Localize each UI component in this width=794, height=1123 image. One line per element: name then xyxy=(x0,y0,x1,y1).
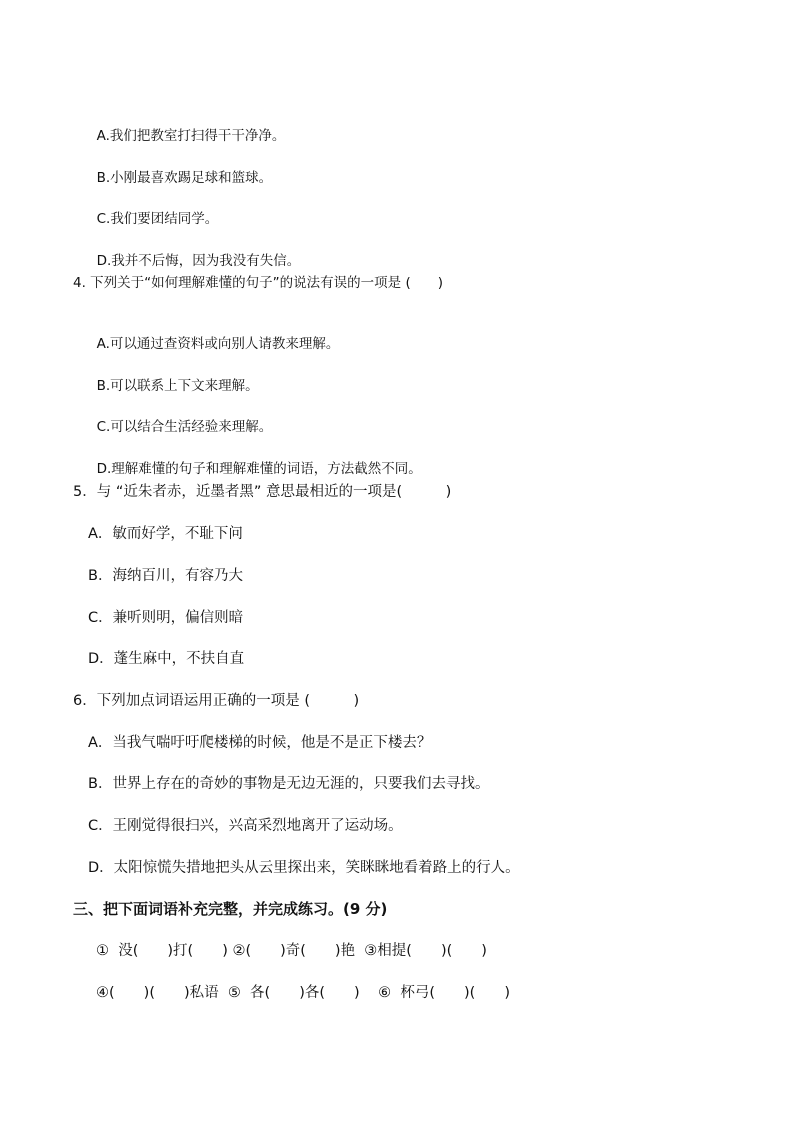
q4-stem: 4. 下列关于“如何理解难懂的句子”的说法有误的一项是 ( ) xyxy=(73,275,443,291)
q3-option-b xyxy=(88,148,272,188)
q4-option-d xyxy=(88,439,422,479)
option-text: 我并不后悔，因为我没有失信。 xyxy=(111,253,301,269)
option-text: 可以通过查资料或向别人请教来理解。 xyxy=(109,336,340,352)
option-text: 可以联系上下文来理解。 xyxy=(110,378,259,394)
q3-option-d xyxy=(88,231,300,271)
option-text: 小刚最喜欢踢足球和篮球。 xyxy=(110,170,273,186)
q5-stem: 5．与 “近朱者赤，近墨者黑” 意思最相近的一项是( ) xyxy=(73,484,452,500)
q6-stem: 6．下列加点词语运用正确的一项是 ( ) xyxy=(73,693,360,709)
option-letter: C. xyxy=(96,419,111,435)
section-3-row-1: ① 没( )打( ) ②( )奇( )艳 ③相提( )( ) xyxy=(96,943,487,959)
option-text: 我们要团结同学。 xyxy=(110,211,219,227)
q5-option-b: B．海纳百川，有容乃大 xyxy=(88,568,243,584)
q5-option-d: D．蓬生麻中，不扶自直 xyxy=(88,651,245,667)
q6-option-b: B．世界上存在的奇妙的事物是无边无涯的，只要我们去寻找。 xyxy=(88,776,490,792)
q4-option-b xyxy=(88,356,259,396)
option-letter: C. xyxy=(96,211,111,227)
option-letter: D. xyxy=(96,253,112,269)
option-letter: B. xyxy=(96,378,111,394)
option-letter: B. xyxy=(96,170,111,186)
section-3-heading: 三、把下面词语补充完整，并完成练习。(9 分) xyxy=(73,900,388,918)
q3-option-c xyxy=(88,189,218,229)
q4-option-c xyxy=(88,397,272,437)
option-text: 我们把教室打扫得干干净净。 xyxy=(109,128,286,144)
q5-option-c: C．兼听则明，偏信则暗 xyxy=(88,610,244,626)
q6-option-d: D．太阳惊慌失措地把头从云里探出来，笑眯眯地看着路上的行人。 xyxy=(88,860,520,876)
q4-option-a xyxy=(88,314,339,354)
section-3-row-2: ④( )( )私语 ⑤ 各( )各( ) ⑥ 杯弓( )( ) xyxy=(96,985,510,1001)
q5-option-a: A．敏而好学，不耻下问 xyxy=(88,526,243,542)
q6-option-a: A．当我气喘吁吁爬楼梯的时候，他是不是正下楼去？ xyxy=(88,735,432,751)
option-letter: A. xyxy=(96,128,110,144)
q6-option-c: C．王刚觉得很扫兴，兴高采烈地离开了运动场。 xyxy=(88,818,403,834)
option-text: 可以结合生活经验来理解。 xyxy=(110,419,273,435)
option-text: 理解难懂的句子和理解难懂的词语，方法截然不同。 xyxy=(111,461,422,477)
option-letter: A. xyxy=(96,336,110,352)
q3-option-a xyxy=(88,106,285,146)
option-letter: D. xyxy=(96,461,112,477)
